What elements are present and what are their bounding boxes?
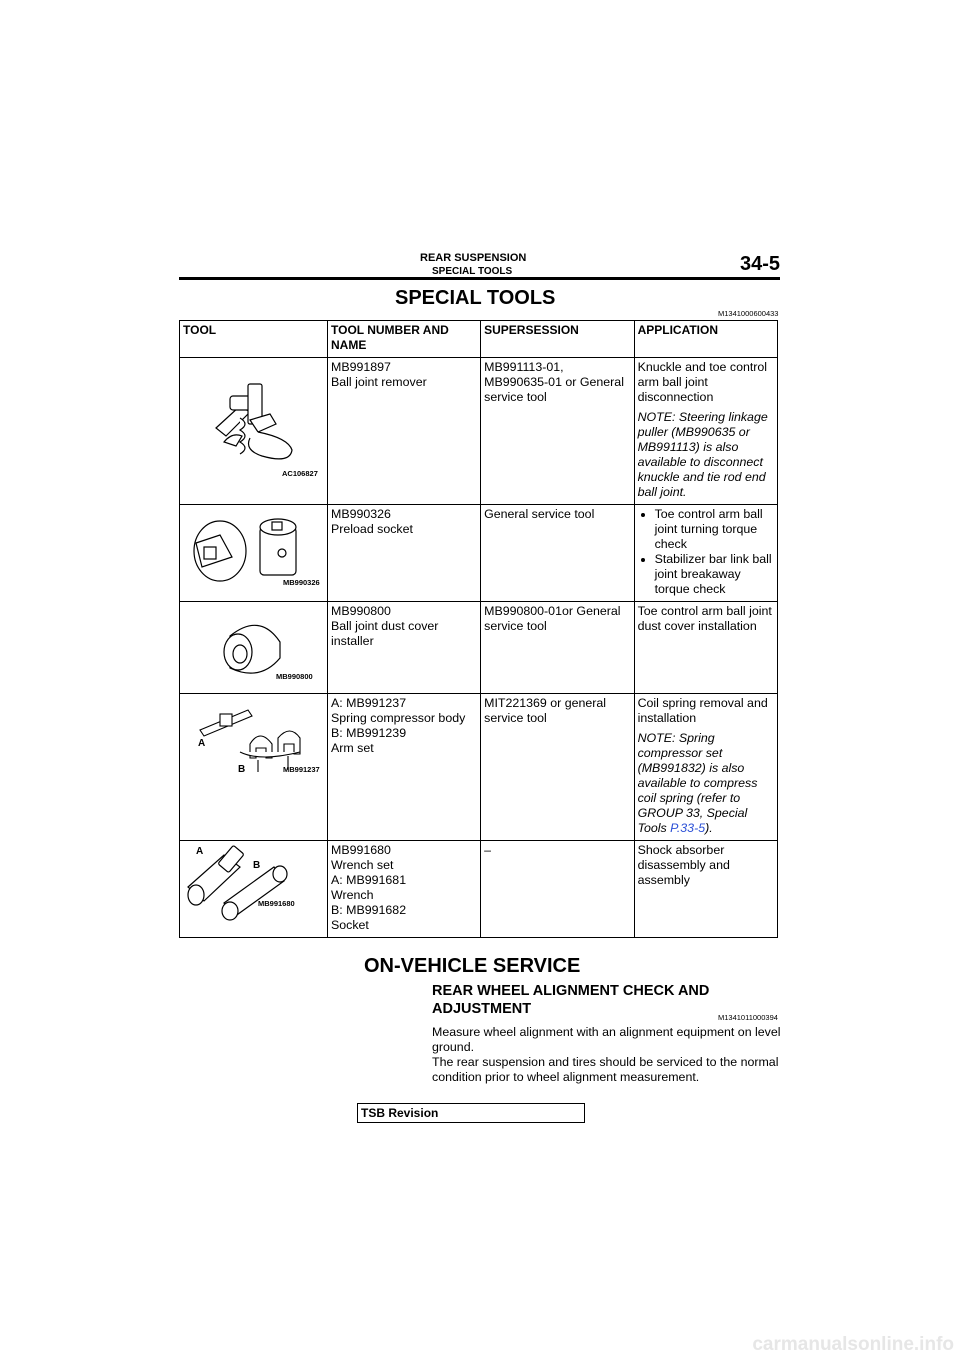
application-cell: Shock absorber disassembly and assembly [634, 841, 777, 938]
table-row [180, 841, 778, 938]
tool-number: A: MB991237 [331, 696, 407, 710]
application-cell [634, 694, 777, 841]
callout-a: A [198, 738, 206, 749]
header-rule [179, 277, 780, 280]
on-vehicle-title: ON-VEHICLE SERVICE [364, 955, 581, 977]
tool-name: Wrench [331, 888, 374, 902]
alignment-code: M1341011000394 [718, 1013, 778, 1022]
dust-cover-installer-illustration [180, 602, 327, 692]
tool-number-cell [328, 358, 481, 505]
supersession-cell: – [481, 841, 634, 938]
application-note [638, 731, 774, 836]
application-note: NOTE: Steering linkage puller (MB990635 or MB991113) is also available to disconnect knuckle and tie rod end ball joint. [637, 410, 768, 499]
tool-image-cell [180, 694, 328, 841]
column-header: SUPERSESSION [481, 321, 634, 358]
tool-number: B: MB991682 [331, 903, 407, 917]
tool-image-cell [180, 841, 328, 938]
table-header-row [180, 321, 778, 358]
special-tools-title: SPECIAL TOOLS [395, 287, 556, 309]
spring-compressor-illustration [180, 694, 327, 832]
application-text: Coil spring removal and installation [637, 696, 768, 725]
tool-name: Ball joint remover [331, 375, 427, 389]
wrench-set-illustration [180, 841, 327, 932]
tool-number-cell [328, 694, 481, 841]
application-cell: Toe control arm ball joint dust cover installation [634, 602, 777, 694]
tool-name: Ball joint dust cover installer [331, 619, 439, 648]
tool-name: Preload socket [331, 522, 413, 536]
table-row [180, 602, 778, 694]
tool-number-cell [328, 841, 481, 938]
special-tools-table [179, 320, 778, 938]
application-bullet: • Stabilizer bar link ball joint breakaway torque check [655, 552, 774, 597]
page-number: 34-5 [740, 253, 781, 275]
tool-name: Socket [331, 918, 369, 932]
table-row [180, 694, 778, 841]
tsb-revision-box: TSB Revision [357, 1103, 585, 1123]
tool-number: A: MB991681 [331, 873, 407, 887]
tool-name: Wrench set [331, 858, 394, 872]
application-list [638, 507, 774, 597]
table-row [180, 505, 778, 602]
tool-number-cell [328, 505, 481, 602]
tool-image-label: MB991680 [258, 899, 295, 908]
tool-number: MB991897 [331, 360, 391, 374]
callout-a: A [196, 846, 204, 857]
tool-image-label: MB990326 [283, 578, 320, 587]
supersession-cell: MB990800-01or General service tool [481, 602, 634, 694]
tool-image-label: MB990800 [276, 672, 313, 681]
header-section: REAR SUSPENSION [420, 252, 527, 264]
tool-name: Arm set [331, 741, 374, 755]
alignment-paragraph-2: The rear suspension and tires should be serviced to the normal condition prior to wheel alignment measurement. [432, 1055, 779, 1084]
special-tools-code: M1341000600433 [718, 309, 779, 318]
preload-socket-illustration [180, 505, 327, 598]
application-text: Knuckle and toe control arm ball joint disconnection [637, 360, 768, 404]
note-end: ). [705, 821, 713, 835]
tool-image-cell [180, 358, 328, 505]
tool-number-cell [328, 602, 481, 694]
application-cell [634, 505, 777, 602]
column-header: APPLICATION [634, 321, 777, 358]
column-header: TOOL NUMBER AND NAME [328, 321, 481, 358]
tool-image-label: MB991237 [283, 765, 320, 774]
alignment-heading-line1: REAR WHEEL ALIGNMENT CHECK AND [432, 983, 710, 999]
tool-image-cell [180, 602, 328, 694]
tool-name: Spring compressor body [331, 711, 466, 725]
column-header: TOOL [180, 321, 328, 358]
alignment-paragraph-1: Measure wheel alignment with an alignment equipment on level ground. [432, 1025, 781, 1054]
header-subsection: SPECIAL TOOLS [432, 266, 513, 277]
tool-number: MB991680 [331, 843, 391, 857]
tool-number: MB990800 [331, 604, 391, 618]
tool-image-label: AC106827 [282, 469, 318, 478]
ball-joint-remover-illustration [180, 358, 327, 495]
tool-number: MB990326 [331, 507, 391, 521]
tool-number: B: MB991239 [331, 726, 407, 740]
note-text: NOTE: Spring compressor set (MB991832) is also available to compress coil spring (refer to GROUP 33, Special Tools [637, 731, 758, 835]
supersession-cell: MIT221369 or general service tool [481, 694, 634, 841]
watermark: carmanualsonline.info [752, 1334, 954, 1355]
tool-image-cell [180, 505, 328, 602]
application-cell [634, 358, 777, 505]
alignment-heading-line2: ADJUSTMENT [432, 1001, 532, 1017]
supersession-cell: MB991113-01, MB990635-01 or General service tool [481, 358, 634, 505]
supersession-cell: General service tool [481, 505, 634, 602]
callout-b: B [253, 860, 261, 871]
application-bullet: • Toe control arm ball joint turning torque check [655, 507, 774, 552]
group-33-page-link[interactable]: P.33-5 [670, 821, 706, 835]
table-row [180, 358, 778, 505]
callout-b: B [238, 764, 246, 775]
